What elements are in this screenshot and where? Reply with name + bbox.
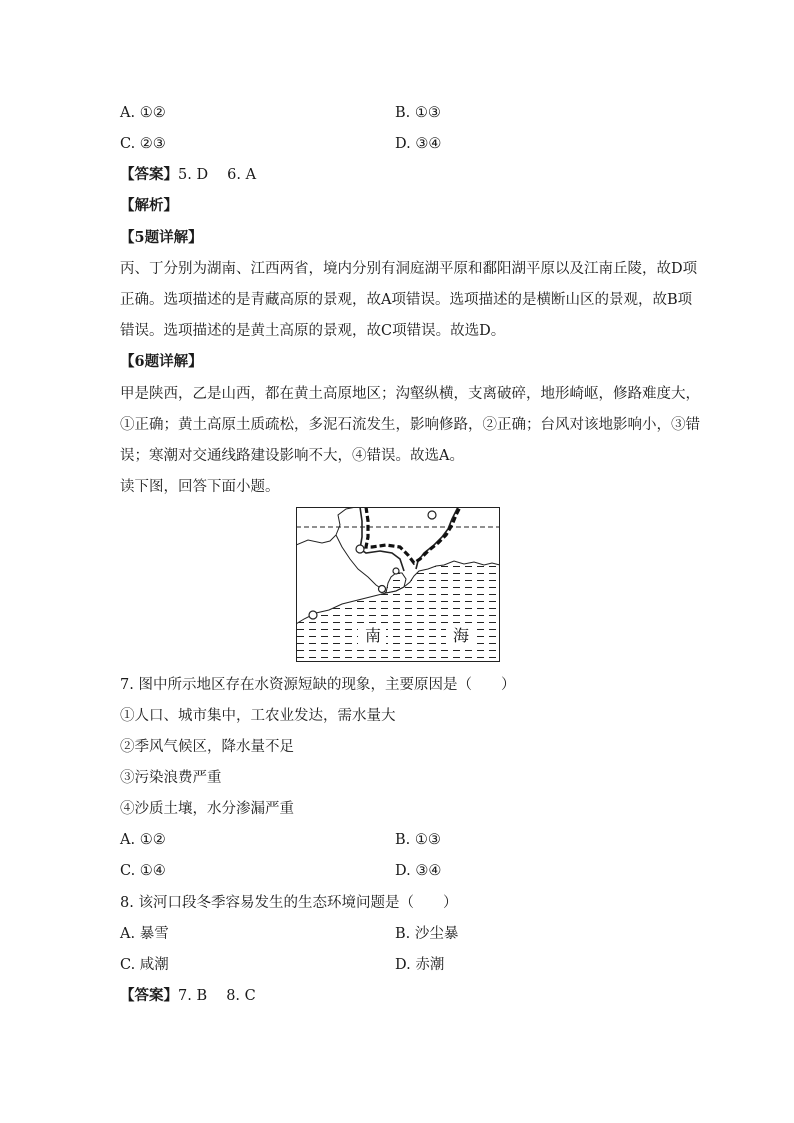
q5-detail-line: 丙、丁分别为湖南、江西两省，境内分别有洞庭湖平原和鄱阳湖平原以及江南丘陵，故D项	[120, 261, 698, 277]
sea-label-south: 南	[365, 626, 382, 645]
answer-line-2	[120, 986, 256, 1006]
q6-detail-line: 误；寒潮对交通线路建设影响不大，④错误。故选A。	[120, 448, 464, 464]
q6-option-c: C. ②③	[120, 136, 166, 152]
q7-option-a: A. ①②	[120, 832, 166, 848]
river-branch	[416, 507, 458, 569]
city-marker	[309, 611, 317, 619]
q7-option-d: D. ③④	[395, 863, 442, 879]
q6-detail-heading: 【6题详解】	[120, 353, 203, 370]
west-coast	[296, 507, 356, 545]
answer-label: 【答案】	[120, 166, 178, 183]
sea-label-sea: 海	[453, 626, 470, 645]
q7-item: ④沙质土壤，水分渗漏严重	[120, 801, 294, 817]
q5-detail-heading: 【5题详解】	[120, 229, 203, 246]
answer-line-1	[120, 165, 256, 185]
q7-item: ③污染浪费严重	[120, 770, 222, 786]
answer-label: 【答案】	[120, 987, 178, 1004]
q6-option-b: B. ①③	[395, 105, 441, 121]
q5-detail-line: 正确。选项描述的是青藏高原的景观，故A项错误。选项描述的是横断山区的景观，故B项	[120, 292, 693, 308]
analysis-label: 【解析】	[120, 197, 178, 214]
q7-item: ②季风气候区，降水量不足	[120, 739, 294, 755]
city-marker	[356, 545, 364, 553]
read-prompt: 读下图，回答下面小题。	[120, 479, 280, 495]
q8-option-b: B. 沙尘暴	[395, 926, 459, 942]
railway-line	[366, 507, 460, 563]
q7-item: ①人口、城市集中，工农业发达，需水量大	[120, 708, 396, 724]
city-marker	[379, 586, 386, 593]
city-marker	[428, 511, 436, 519]
answer-text: 5. D 6. A	[178, 167, 257, 183]
q7-stem: 7. 图中所示地区存在水资源短缺的现象，主要原因是（ ）	[120, 677, 516, 693]
estuary-map	[296, 507, 500, 662]
q8-option-c: C. 咸潮	[120, 957, 169, 973]
city-marker	[393, 568, 399, 574]
q5-detail-line: 错误。选项描述的是黄土高原的景观，故C项错误。故选D。	[120, 323, 506, 339]
answer-text: 7. B 8. C	[178, 988, 256, 1004]
q6-option-a: A. ①②	[120, 105, 166, 121]
q7-option-c: C. ①④	[120, 863, 166, 879]
q8-stem: 8. 该河口段冬季容易发生的生态环境问题是（ ）	[120, 895, 458, 911]
q6-option-d: D. ③④	[395, 136, 442, 152]
q6-detail-line: 甲是陕西，乙是山西，都在黄土高原地区；沟壑纵横，支离破碎，地形崎岖，修路难度大，	[120, 386, 700, 402]
q8-option-a: A. 暴雪	[120, 926, 169, 942]
q7-option-b: B. ①③	[395, 832, 441, 848]
q8-option-d: D. 赤潮	[395, 957, 445, 973]
q6-detail-line: ①正确；黄土高原土质疏松，多泥石流发生，影响修路，②正确；台风对该地影响小，③错	[120, 417, 700, 433]
